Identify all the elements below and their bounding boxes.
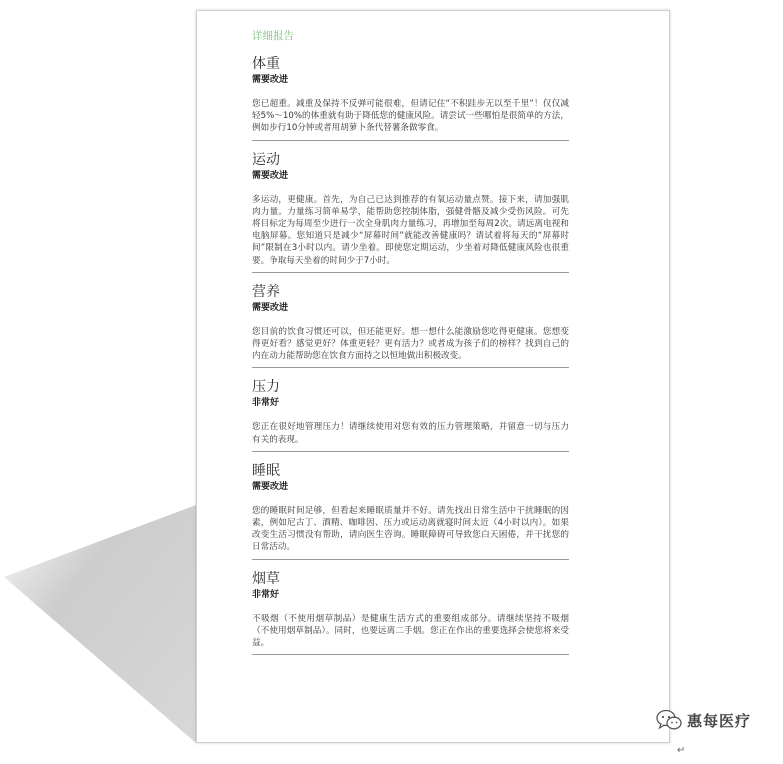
section-status: 需要改进	[252, 302, 289, 313]
section-nutrition	[252, 283, 569, 369]
section-body: 您已超重。减重及保持不反弹可能很难，但请记住“不积跬步无以至千里”！仅仅减轻5%～10%的体重就有助于降低您的健康风险。请尝试一些哪怕是很简单的方法，例如步行10分钟或者用胡萝卜条代替薯条做零食。	[252, 99, 569, 134]
paragraph-mark: ↵	[677, 745, 686, 756]
section-title: 体重	[252, 56, 280, 72]
section-status: 需要改进	[252, 75, 289, 85]
section-body: 多运动，更健康。首先，为自己已达到推荐的有氧运动量点赞。接下来，请加强肌肉力量。力量练习简单易学，能帮助您控制体脂，强健骨骼及减少受伤风险。可先将目标定为每周至少进行一次全身肌肉力量练习，再增加至每周2次。请远离电视和电脑屏幕。您知道只是减少“屏幕时间”就能改善健康吗？请试着将每天的“屏幕时间”限制在3小时以内。请少坐着。即使您定期运动，少坐着对降低健康风险也很重要。争取每天坐着的时间少于7小时。	[252, 194, 569, 266]
section-body: 不吸烟（不使用烟草制品）是健康生活方式的重要组成部分。请继续坚持不吸烟（不使用烟草制品）。同时，也要远离二手烟。您正在作出的重要选择会使您将来受益。	[252, 613, 569, 649]
section-stress	[252, 378, 569, 451]
section-status: 非常好	[252, 398, 280, 409]
section-status: 需要改进	[252, 481, 289, 492]
report-title: 详细报告	[252, 30, 294, 42]
section-status: 需要改进	[252, 170, 289, 181]
section-title: 睡眠	[252, 462, 280, 479]
section-body: 您正在很好地管理压力！请继续使用对您有效的压力管理策略，并留意一切与压力有关的表现。	[252, 422, 569, 445]
watermark	[656, 709, 751, 731]
report-page	[196, 10, 670, 743]
section-body: 您的睡眠时间足够，但看起来睡眠质量并不好。请先找出日常生活中干扰睡眠的因素，例如尼古丁、酒精、咖啡因、压力或运动离就寝时间太近（4小时以内）。如果改变生活习惯没有帮助，请向医生咨询。睡眠障碍可导致您白天困倦，并干扰您的日常活动。	[252, 505, 569, 553]
section-title: 压力	[252, 379, 280, 396]
section-sleep	[252, 462, 569, 560]
report-content	[252, 29, 569, 655]
section-exercise	[252, 151, 569, 273]
wechat-icon	[656, 709, 682, 731]
section-title: 运动	[252, 151, 280, 168]
section-title: 营养	[252, 283, 280, 300]
section-body: 您目前的饮食习惯还可以，但还能更好。想一想什么能激励您吃得更健康。您想变得更好看？感觉更好？体重更轻？更有活力？或者成为孩子们的榜样？找到自己的内在动力能帮助您在饮食方面持之以恒地做出积极改变。	[252, 326, 569, 362]
section-weight	[252, 55, 569, 141]
section-status: 非常好	[252, 589, 280, 600]
watermark-text: 惠每医疗	[687, 711, 752, 730]
section-tobacco	[252, 570, 569, 656]
section-title: 烟草	[252, 570, 280, 587]
